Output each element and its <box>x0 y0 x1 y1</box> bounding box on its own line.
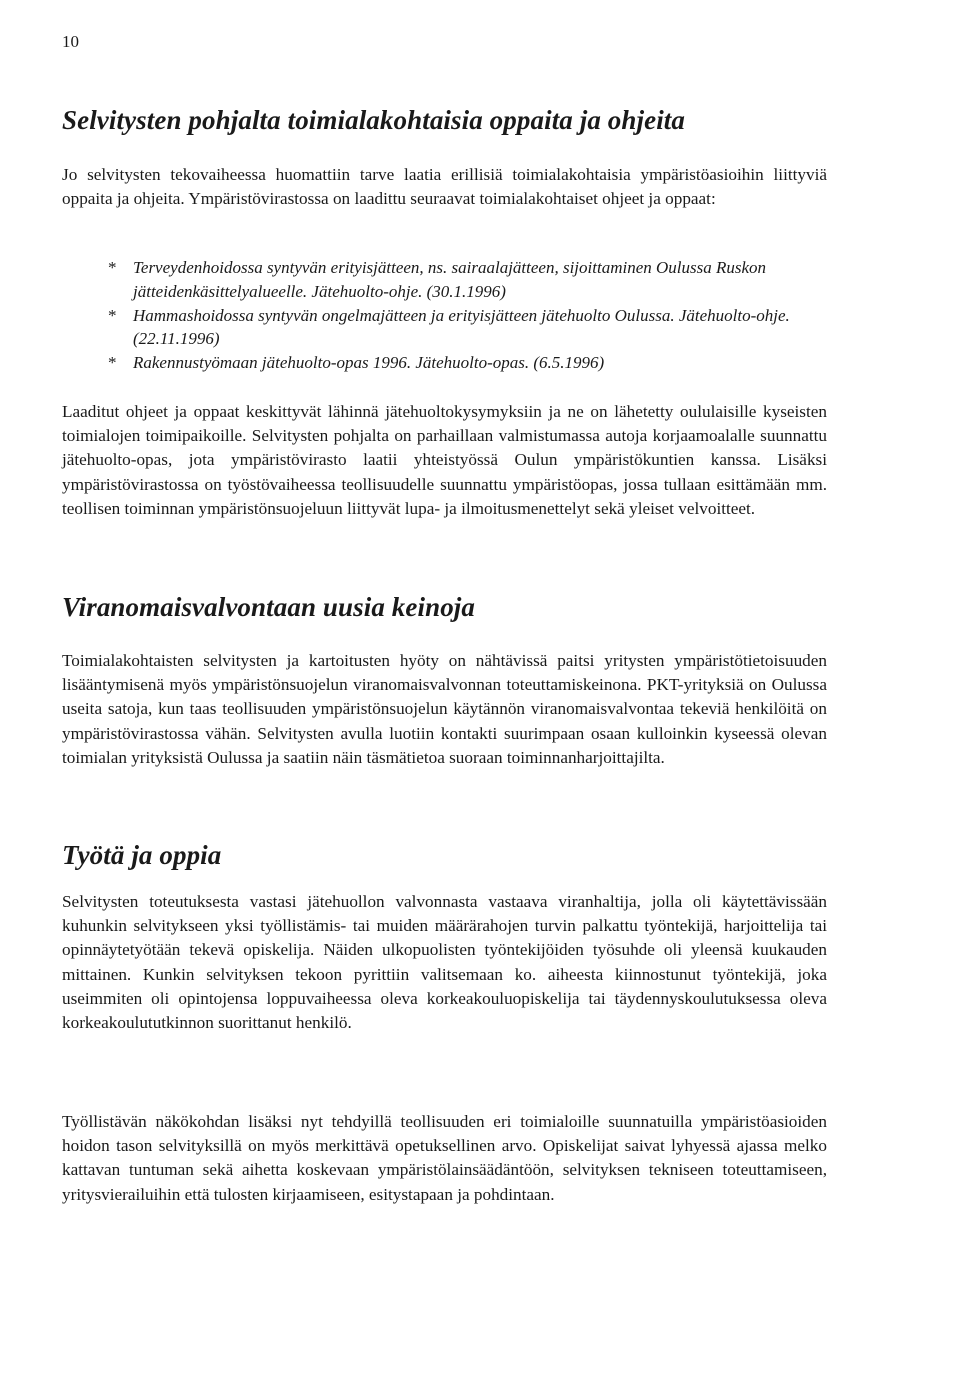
section-work-paragraph-2: Työllistävän näkökohdan lisäksi nyt tehdyillä teollisuuden eri toimialoille suunnatuilla ympäristöasioiden hoidon tason selvityksillä on myös merkittävä opetuksellinen arvo. Opiskelijat saivat lyhyessä ajassa melko kattavan tuntuman sekä aihetta koskevaan ympäristölainsäädäntöön, selvityksen tekniseen toteuttamiseen, yritysvierailuihin että tulosten kirjaamiseen, esitystapaan ja pohdintaan. <box>62 1112 827 1204</box>
guides-list <box>104 256 824 375</box>
asterisk-bullet-icon: * <box>108 305 117 325</box>
list-item-text: Rakennustyömaan jätehuolto-opas 1996. Jätehuolto-opas. (6.5.1996) <box>133 353 605 373</box>
section-title-guides: Selvitysten pohjalta toimialakohtaisia oppaita ja ohjeita <box>62 105 685 135</box>
section-guides-intro: Jo selvitysten tekovaiheessa huomattiin tarve laatia erillisiä toimialakohtaisia ympäristöasioihin liittyviä oppaita ja ohjeita. Ympäristövirastossa on laadittu seuraavat toimialakohtaiset ohjeet ja oppaat: <box>62 165 827 209</box>
section-work-paragraph-1: Selvitysten toteutuksesta vastasi jätehuollon valvonnasta vastaava viranhaltija, jolla oli käytettävissään kuhunkin selvitykseen yksi työllistämis- tai muiden määrärahojen turvin palkattu työntekijä, harjoittelija tai opinnäytetyötään tekevä opiskelija. Näiden ulkopuolisten työntekijöiden työsuhde oli yleensä kuukauden mittainen. Kunkin selvityksen tekoon pyrittiin valitsemaan ko. aiheesta kiinnostunut työntekijä, joka useimmiten oli opintojensa loppuvaiheessa oleva korkeakouluopiskelija tai täydennyskoulutuksessa oleva korkeakoulututkinnon suorittanut henkilö. <box>62 892 827 1033</box>
section-title-work-and-learning: Työtä ja oppia <box>62 840 222 870</box>
section-guides-body: Laaditut ohjeet ja oppaat keskittyvät lähinnä jätehuoltokysymyksiin ja ne on lähetetty oululaisille kyseisten toimialojen toimipaikoille. Selvitysten pohjalta on parhaillaan valmistumassa autoja korjaamoalalle suunnattu jätehuolto-opas, jota ympäristövirasto laatii yhteistyössä Oulun ympäristökuntien kanssa. Lisäksi ympäristövirastossa on työstövaiheessa teollisuudelle suunnattu ympäristöopas, jossa tullaan esittämään mm. teollisen toiminnan ympäristönsuojeluun liittyvät lupa- ja ilmoitusmenettelyt sekä yleiset velvoitteet. <box>62 402 827 518</box>
page-number: 10 <box>62 32 79 51</box>
list-item-text: Hammashoidossa syntyvän ongelmajätteen ja erityisjätteen jätehuolto Oulussa. Jätehuolto-ohje. (22.11.1996) <box>133 305 790 349</box>
list-item <box>104 351 824 375</box>
list-item <box>104 256 824 304</box>
section-supervision-body: Toimialakohtaisten selvitysten ja kartoitusten hyöty on nähtävissä paitsi yritysten ympäristötietoisuuden lisääntymisenä myös ympäristönsuojelun viranomaisvalvonnan toteuttamiskeinona. PKT-yrityksiä on Oulussa useita satoja, kun taas teollisuuden ympäristönsuojelun käytännön viranomaisvalvontaa tekeviä henkilöitä on ympäristövirastossa vähän. Selvitysten avulla luotiin kontakti suurimpaan osaan kulloinkin kyseessä olevan toimialan yrityksistä Oulussa ja saatiin näin täsmätietoa suoraan toiminnanharjoittajilta. <box>62 651 827 767</box>
asterisk-bullet-icon: * <box>108 353 117 373</box>
list-item <box>104 304 824 352</box>
asterisk-bullet-icon: * <box>108 258 117 277</box>
list-item-text: Terveydenhoidossa syntyvän erityisjätteen, ns. sairaalajätteen, sijoittaminen Oulussa Ruskon jätteidenkäsittelyalueelle. Jätehuolto-ohje. (30.1.1996) <box>133 258 767 301</box>
section-title-supervision: Viranomaisvalvontaan uusia keinoja <box>62 592 476 622</box>
